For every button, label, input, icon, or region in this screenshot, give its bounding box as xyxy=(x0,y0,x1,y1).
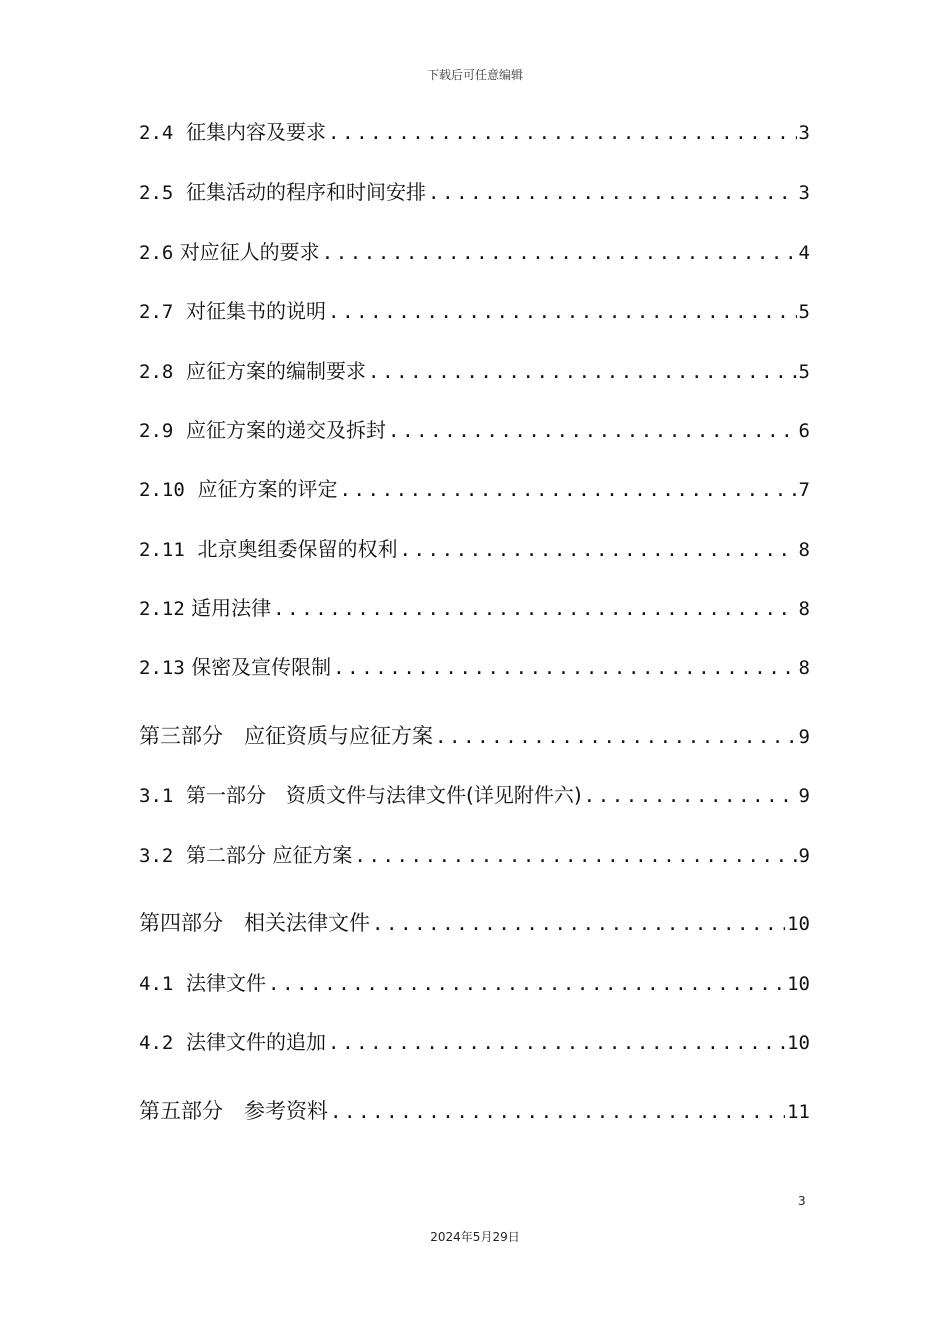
toc-entry-spacer xyxy=(173,1028,186,1056)
toc-entry-page: 10 xyxy=(787,973,810,995)
toc-entry-number: 4.1 xyxy=(139,973,174,995)
toc-entry-number: 2.4 xyxy=(139,122,174,144)
toc-entry-page: 7 xyxy=(798,479,810,501)
toc-entry-number: 2.8 xyxy=(139,361,174,383)
toc-entry-page: 5 xyxy=(798,301,810,323)
toc-entry-title: 第五部分 参考资料 xyxy=(139,1099,328,1123)
toc-entry-spacer xyxy=(173,178,186,206)
toc-entry-number: 2.6 xyxy=(139,242,174,264)
toc-leader-dots xyxy=(388,417,797,445)
toc-entry-number: 2.12 xyxy=(139,598,185,620)
toc-part-entry[interactable] xyxy=(139,909,810,938)
toc-leader-dots xyxy=(354,842,796,870)
toc-entry-title: 对征集书的说明 xyxy=(186,299,327,323)
toc-leader-dots xyxy=(428,179,797,207)
toc-entry-number: 2.11 xyxy=(139,539,185,561)
toc-entry[interactable] xyxy=(139,1028,810,1057)
page-number: 3 xyxy=(798,1194,806,1208)
toc-entry[interactable] xyxy=(139,118,810,147)
toc-entry-number: 3.2 xyxy=(139,845,174,867)
toc-entry[interactable] xyxy=(139,781,810,810)
toc-entry-title: 对应征人的要求 xyxy=(179,240,320,264)
toc-entry[interactable] xyxy=(139,357,810,386)
page-header: 下载后可任意编辑 xyxy=(426,68,523,82)
toc-entry-title: 应征方案的编制要求 xyxy=(186,359,367,383)
toc-entry-page: 3 xyxy=(798,122,810,144)
toc-entry-number: 2.7 xyxy=(139,301,174,323)
toc-entry[interactable] xyxy=(139,238,810,267)
toc-part-entry[interactable] xyxy=(139,722,810,751)
toc-entry[interactable] xyxy=(139,653,810,682)
toc-leader-dots xyxy=(372,910,785,938)
toc-leader-dots xyxy=(328,119,797,147)
toc-entry-page: 9 xyxy=(798,845,810,867)
toc-entry[interactable] xyxy=(139,475,810,504)
toc-entry-spacer xyxy=(173,969,186,997)
toc-leader-dots xyxy=(339,476,796,504)
toc-entry-spacer xyxy=(173,841,186,869)
toc-entry-title: 北京奥组委保留的权利 xyxy=(197,537,398,561)
toc-leader-dots xyxy=(322,239,797,267)
toc-entry[interactable] xyxy=(139,535,810,564)
toc-entry-title: 法律文件 xyxy=(186,971,267,995)
toc-entry-title: 保密及宣传限制 xyxy=(191,655,332,679)
toc-entry-page: 5 xyxy=(798,361,810,383)
toc-entry-title: 应征方案的评定 xyxy=(197,477,338,501)
toc-entry-spacer xyxy=(173,357,186,385)
toc-entry-spacer xyxy=(185,475,198,503)
toc-leader-dots xyxy=(435,723,797,751)
toc-entry-number: 2.9 xyxy=(139,420,174,442)
toc-entry-spacer xyxy=(173,118,186,146)
toc-entry[interactable] xyxy=(139,416,810,445)
toc-entry-page: 8 xyxy=(798,657,810,679)
toc-leader-dots xyxy=(584,782,797,810)
toc-entry-page: 10 xyxy=(787,1032,810,1054)
toc-entry-page: 3 xyxy=(798,182,810,204)
toc-entry[interactable] xyxy=(139,594,810,623)
toc-leader-dots xyxy=(330,1098,785,1126)
toc-entry-number: 2.10 xyxy=(139,479,185,501)
toc-entry-title: 征集内容及要求 xyxy=(186,120,327,144)
toc-entry-number: 2.5 xyxy=(139,182,174,204)
toc-entry-spacer xyxy=(173,781,186,809)
toc-entry-page: 8 xyxy=(798,598,810,620)
toc-entry-spacer xyxy=(173,416,186,444)
toc-entry-title: 第一部分 资质文件与法律文件(详见附件六) xyxy=(186,783,582,807)
toc-entry-page: 11 xyxy=(787,1101,810,1123)
toc-entry-page: 9 xyxy=(798,785,810,807)
toc-leader-dots xyxy=(328,298,797,326)
toc-entry[interactable] xyxy=(139,178,810,207)
toc-entry-title: 征集活动的程序和时间安排 xyxy=(186,180,427,204)
toc-leader-dots xyxy=(368,358,797,386)
toc-entry-page: 10 xyxy=(787,913,810,935)
toc-part-entry[interactable] xyxy=(139,1097,810,1126)
toc-leader-dots xyxy=(328,1029,785,1057)
toc-entry-title: 法律文件的追加 xyxy=(186,1030,327,1054)
toc-leader-dots xyxy=(333,654,796,682)
page-footer-date: 2024年5月29日 xyxy=(430,1230,520,1244)
toc-entry-title: 应征方案的递交及拆封 xyxy=(186,418,387,442)
toc-leader-dots xyxy=(268,970,785,998)
toc-entry-title: 第三部分 应征资质与应征方案 xyxy=(139,724,433,748)
toc-entry[interactable] xyxy=(139,969,810,998)
toc-entry[interactable] xyxy=(139,841,810,870)
toc-entry-number: 3.1 xyxy=(139,785,174,807)
toc-entry-spacer xyxy=(173,297,186,325)
toc-leader-dots xyxy=(273,595,796,623)
toc-entry-number: 2.13 xyxy=(139,657,185,679)
toc-entry-spacer xyxy=(185,535,198,563)
toc-entry-page: 6 xyxy=(798,420,810,442)
toc-entry-page: 9 xyxy=(798,726,810,748)
toc-entry-title: 第四部分 相关法律文件 xyxy=(139,911,370,935)
toc-entry-title: 第二部分 应征方案 xyxy=(186,843,353,867)
toc-entry-page: 8 xyxy=(798,539,810,561)
toc-entry[interactable] xyxy=(139,297,810,326)
toc-entry-title: 适用法律 xyxy=(191,596,272,620)
toc-entry-number: 4.2 xyxy=(139,1032,174,1054)
toc-entry-page: 4 xyxy=(798,242,810,264)
toc-leader-dots xyxy=(399,536,796,564)
